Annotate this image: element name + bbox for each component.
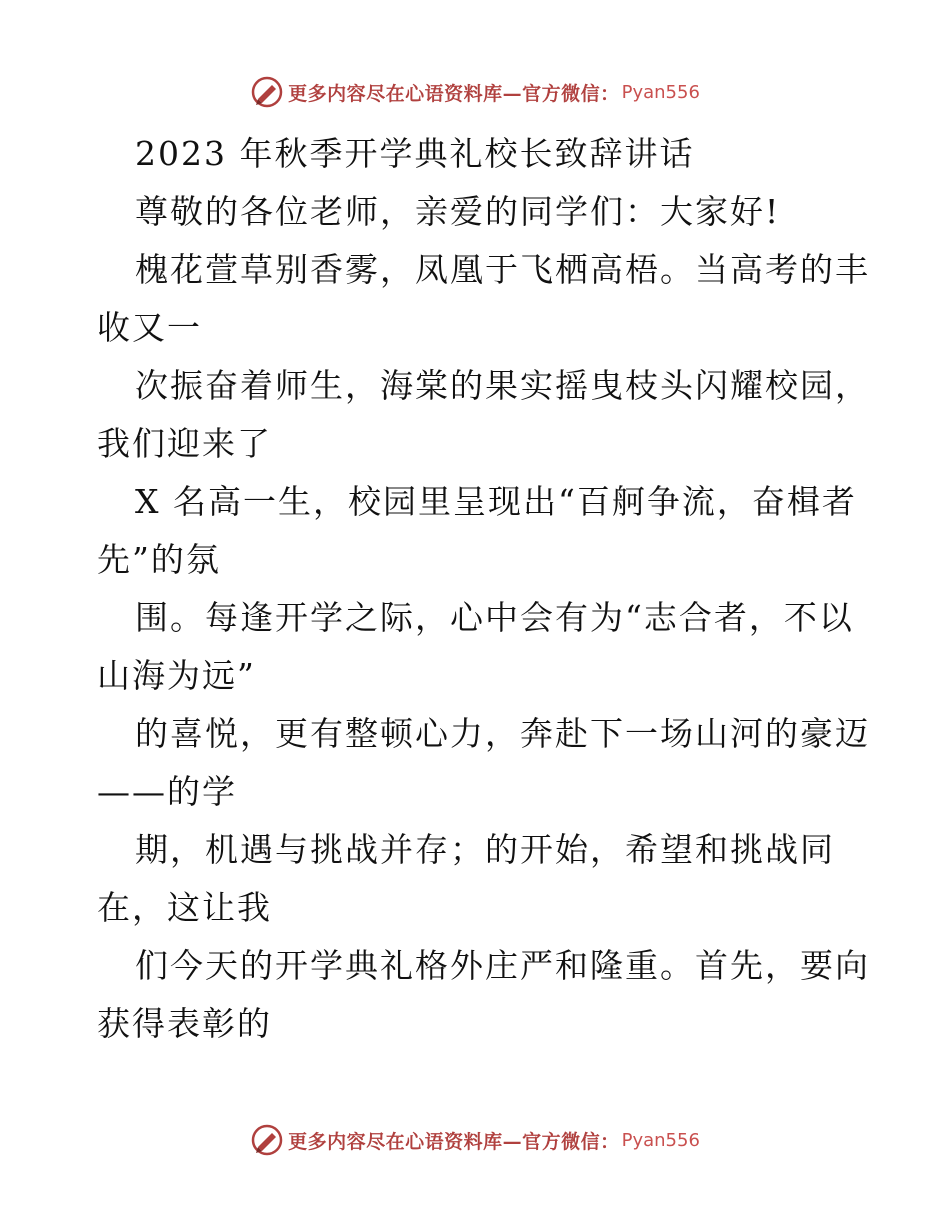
paragraph-line: X 名高一生，校园里呈现出“百舸争流，奋楫者 xyxy=(135,482,857,521)
paragraph-line: 山海为远” xyxy=(97,656,256,695)
paragraph-line: 收又一 xyxy=(97,308,202,347)
pen-logo-icon xyxy=(250,75,284,109)
salutation: 尊敬的各位老师，亲爱的同学们：大家好! xyxy=(135,192,781,231)
paragraph-line: 获得表彰的 xyxy=(97,1004,272,1043)
banner-wechat-id: Pyan556 xyxy=(621,1129,700,1151)
document-body xyxy=(97,125,870,1053)
banner-wechat-id: Pyan556 xyxy=(621,81,700,103)
paragraph-line: 们今天的开学典礼格外庄严和隆重。首先，要向 xyxy=(135,946,870,985)
paragraph-line: 槐花萱草别香雾，凤凰于飞栖高梧。当高考的丰 xyxy=(135,250,870,289)
paragraph-line: 的喜悦，更有整顿心力，奔赴下一场山河的豪迈 xyxy=(135,714,870,753)
paragraph-line: 期，机遇与挑战并存；的开始，希望和挑战同 xyxy=(135,830,835,869)
paragraph-line: 次振奋着师生，海棠的果实摇曳枝头闪耀校园， xyxy=(135,366,870,405)
header-banner xyxy=(0,72,950,112)
document-title: 2023 年秋季开学典礼校长致辞讲话 xyxy=(135,134,695,173)
footer-banner xyxy=(0,1120,950,1160)
paragraph-line: 先”的氛 xyxy=(97,540,221,579)
paragraph-line: 在，这让我 xyxy=(97,888,272,927)
banner-text: 更多内容尽在心语资料库—官方微信： xyxy=(288,82,620,105)
paragraph-line: ——的学 xyxy=(97,772,237,811)
paragraph-line: 我们迎来了 xyxy=(97,424,272,463)
banner-text: 更多内容尽在心语资料库—官方微信： xyxy=(288,1130,620,1153)
pen-logo-icon xyxy=(250,1123,284,1157)
paragraph-line: 围。每逢开学之际，心中会有为“志合者，不以 xyxy=(135,598,854,637)
